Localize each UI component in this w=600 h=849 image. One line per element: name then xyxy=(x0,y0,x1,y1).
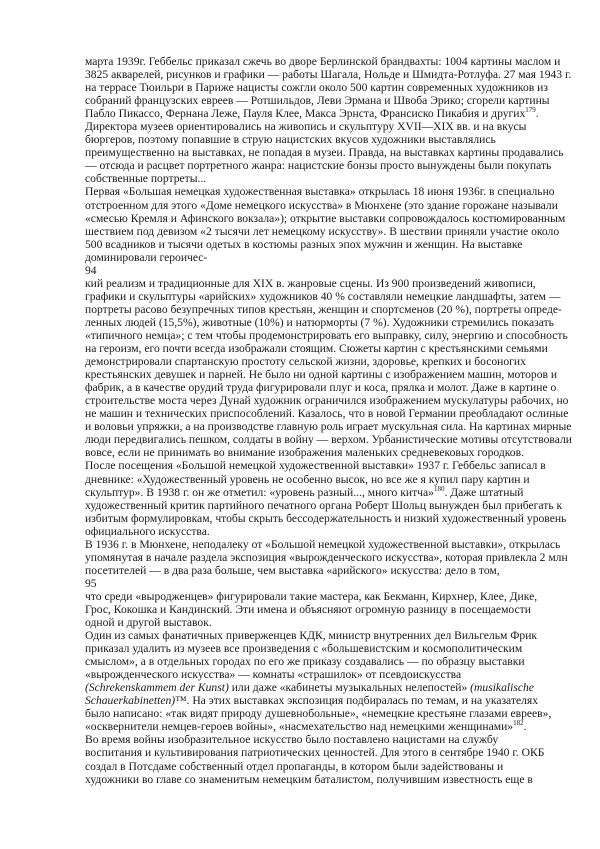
text-line xyxy=(85,446,525,459)
text-segment: приказал удалить из музеев все произведения с «большевистским и космополитическим xyxy=(85,642,523,656)
text-segment: на героизм, его почти всегда изображали стоящим. Сюжеты картин с крестьянскими семьями xyxy=(85,342,548,356)
text-line xyxy=(85,106,539,121)
text-line xyxy=(85,433,572,447)
text-segment: строительстве моста через Дунай художник ограничился изображением мускулатуры рабочих, но xyxy=(85,394,569,408)
text-segment: . xyxy=(535,107,539,121)
text-segment: . Даже штатный xyxy=(444,485,524,499)
text-line xyxy=(85,315,554,329)
text-line xyxy=(85,655,525,668)
text-line xyxy=(85,81,548,95)
text-segment: марта 1939г. Геббельс приказал сжечь во дворе Берлинской брандвахты: 1004 картины маслом и xyxy=(85,55,561,68)
text-segment: собственные портреты... xyxy=(85,172,207,186)
text-segment: — отсюда и расцвет портретного жанра: нацистские бонзы просто вынуждены были покупать xyxy=(85,159,552,173)
text-line xyxy=(85,486,525,499)
text-line xyxy=(85,498,563,512)
text-segment: упомянутая в начале раздела экспозиция «вырожденческого искусства», которая привлекла 2 млн xyxy=(85,550,568,564)
text-line xyxy=(85,720,525,733)
text-segment: В 1936 г. в Мюнхене, неподалеку от «Большой немецкой художественной выставки», открылась xyxy=(85,537,561,551)
text-line xyxy=(85,694,539,708)
text-line xyxy=(85,681,534,695)
text-line xyxy=(85,733,525,746)
text-line xyxy=(85,707,552,721)
text-segment: что среди «выродженцев» фигурировали такие мастера, как Бекманн, Кирхнер, Клее, Дике, xyxy=(85,589,538,603)
text-segment: «вырожденческого искусства» — комнаты «страшилок» от псевдоискусства xyxy=(85,668,462,682)
text-segment: люди передвигались пешком, солдаты в войну — верхом. Урбанистические мотивы отсутствовали xyxy=(85,433,572,447)
text-line xyxy=(85,525,525,538)
text-segment: ленных людей (15,5%), животные (10%) и натюрморты (7 %). Художники стремились показать xyxy=(85,315,554,329)
text-line xyxy=(85,198,558,212)
text-line xyxy=(85,211,566,225)
text-line xyxy=(85,159,552,173)
text-segment: дневнике: «Художественный уровень не особенно высок, но все же я купил пару картин и xyxy=(85,472,530,486)
text-segment: фабрик, а в качестве орудий труда фигурировали плуг и коса, прялка и молот. Даже в картине о xyxy=(85,381,557,395)
text-segment: Во время войны изобразительное искусство было поставлено нацистами на службу xyxy=(85,733,499,747)
text-line xyxy=(85,185,555,199)
text-segment: избитым формулировкам, чтобы скрыть бессодержательность и низкий художественный уровень xyxy=(85,511,567,525)
text-line xyxy=(85,368,558,382)
text-line xyxy=(85,760,525,773)
text-line xyxy=(85,746,545,760)
italic-text: (Schrekenskammem der Kunst) xyxy=(85,681,229,695)
text-line xyxy=(85,328,568,342)
text-line xyxy=(85,472,530,486)
text-line xyxy=(85,394,569,408)
text-segment: После посещения «Большой немецкой художественной выставки» 1937 г. Геббельс записал в xyxy=(85,459,546,473)
text-segment: 95 xyxy=(85,576,97,590)
text-line xyxy=(85,407,569,421)
text-line xyxy=(85,772,533,786)
text-line xyxy=(85,68,572,82)
text-segment: и воловьи упряжки, а на производстве главную роль играет мускульная сила. На картинах мирные xyxy=(85,420,572,434)
text-segment: художники во главе со знаменитым немецким баталистом, получившим известность еще в xyxy=(85,772,533,786)
text-segment: отстроенном для этого «Доме немецкого искусства» в Мюнхене (это здание горожане называли xyxy=(85,198,558,212)
text-line xyxy=(85,642,525,655)
text-line xyxy=(85,589,538,603)
footnote-ref: 182 xyxy=(513,719,524,728)
text-segment: крестьянских девушек и парней. Не было ни одной картины с изображением машин, моторов и xyxy=(85,368,558,382)
text-segment: демонстрировали спартанскую простоту сельской жизни, здоровье, крепких и босоногих xyxy=(85,355,526,369)
text-line xyxy=(85,172,525,185)
italic-text: Schauerkabinetten)™ xyxy=(85,694,187,708)
text-line xyxy=(85,420,572,434)
text-line xyxy=(85,616,525,629)
text-segment: . xyxy=(523,720,527,734)
text-segment: шествием под девизом «2 тысячи лет немецкому искусству». В шествии приняли участие около xyxy=(85,224,560,238)
text-line xyxy=(85,120,525,133)
document-page xyxy=(85,55,572,786)
text-segment: «осквернители немцев-героев войны», «насмехательство над немецкими женщинами» xyxy=(85,720,514,734)
text-segment: Грос, Кокошка и Кандинский. Эти имена и объясняют огромную разницу в посещаемости xyxy=(85,602,531,616)
text-line xyxy=(85,629,538,643)
text-segment: официального искусства. xyxy=(85,524,210,538)
text-line xyxy=(85,224,560,238)
text-line xyxy=(85,289,561,303)
text-segment: графики и скульптуры «арийских» художников 40 % составляли немецкие ландшафты, затем — xyxy=(85,289,561,303)
text-segment: Первая «Большая немецкая художественная выставка» открылась 18 июня 1936г. в специально xyxy=(85,185,555,199)
text-line xyxy=(85,511,567,525)
text-segment: Один из самых фанатичных приверженцев КДК, министр внутренних дел Вильгельм Фрик xyxy=(85,629,538,643)
text-segment: Директора музеев ориентировались на живопись и скульптуру XVII—XIX вв. и на вкусы xyxy=(85,120,527,134)
text-segment: не машин и технических приспособлений. Казалось, что в новой Германии преобладают ослиные xyxy=(85,407,569,421)
text-line xyxy=(85,564,525,577)
text-line xyxy=(85,55,561,68)
footnote-ref: 179 xyxy=(525,106,536,115)
text-line xyxy=(85,264,525,277)
text-segment: скульптур». В 1938 г. он же отметил: «уровень разный..., много китча» xyxy=(85,485,434,499)
text-line xyxy=(85,550,568,564)
text-segment: портреты расово безупречных типов крестьян, женщин и спортсменов (20 %), портреты опреде- xyxy=(85,302,562,316)
text-line xyxy=(85,355,525,368)
text-segment: преимущественно на выставках, не попадая в музеи. Правда, на выставках картины продавались xyxy=(85,146,564,160)
text-line xyxy=(85,94,550,108)
text-segment: 3825 акварелей, рисунков и графики — работы Шагала, Нольде и Шмидта-Ротлуфа. 27 мая 1943 г. xyxy=(85,68,572,82)
text-segment: . На этих выставках экспозиция подбиралась по темам, и на указателях xyxy=(186,694,539,708)
text-segment: или даже «кабинеты музыкальных нелепостей» xyxy=(228,681,471,695)
text-line xyxy=(85,459,546,473)
text-line xyxy=(85,276,536,290)
text-line xyxy=(85,302,562,316)
text-segment: Пабло Пикассо, Фернана Леже, Пауля Клее, Макса Эрнста, Франсиско Пикабия и других xyxy=(85,107,526,121)
text-segment: смыслом», а в отдельных городах по его же приказу создавались — по образцу выставки xyxy=(85,655,525,669)
text-line xyxy=(85,251,525,264)
text-line xyxy=(85,342,548,356)
text-line xyxy=(85,668,525,681)
text-segment: 94 xyxy=(85,263,97,277)
text-segment: вовсе, если не принимать во внимание изображения маленьких средневековых городков. xyxy=(85,446,524,460)
text-segment: собраний французских евреев — Ротшильдов, Леви Эрмана и Швоба Эрико; сгорели картины xyxy=(85,94,550,108)
text-segment: бюргеров, поэтому попавшие в струю нацистских вкусов художники выставлялись xyxy=(85,133,496,147)
text-segment: художественный критик партийного печатного органа Роберт Шольц вынужден был прибегать к xyxy=(85,498,563,512)
text-segment: посетителей — в два раза больше, чем выставка «арийского» искусства: дело в том, xyxy=(85,563,500,577)
text-segment: доминировали героичес- xyxy=(85,250,208,264)
text-segment: воспитания и культивирования патриотических ценностей. Для этого в сентябре 1940 г. ОКБ xyxy=(85,746,545,760)
text-line xyxy=(85,602,531,616)
text-segment: кий реализм и традиционные для XIX в. жанровые сцены. Из 900 произведений живописи, xyxy=(85,276,536,290)
text-segment: было написано: «так видят природу душевнобольные», «немецкие крестьяне глазами евреев», xyxy=(85,707,552,721)
text-line xyxy=(85,577,525,590)
text-line xyxy=(85,537,561,551)
text-segment: «смесью Кремля и Афинского вокзала»); открытие выставки сопровождалось костюмированным xyxy=(85,211,566,225)
text-segment: на террасе Тюильри в Париже нацисты сожгли около 500 картин современных художников из xyxy=(85,81,548,95)
text-segment: «типичного немца»; с тем чтобы продемонстрировать его выправку, силу, энергию и способность xyxy=(85,328,568,342)
text-line xyxy=(85,238,525,251)
text-segment: 500 всадников и тысячи одетых в костюмы разных эпох мужчин и женщин. На выставке xyxy=(85,237,523,251)
text-segment: одной и другой выставок. xyxy=(85,616,212,630)
text-line xyxy=(85,133,525,146)
text-line xyxy=(85,146,564,160)
text-segment: создал в Потсдаме собственный отдел пропаганды, в котором были задействованы и xyxy=(85,759,504,773)
footnote-ref: 180 xyxy=(433,484,445,493)
italic-text: (musikalische xyxy=(470,681,534,695)
text-line xyxy=(85,381,557,395)
